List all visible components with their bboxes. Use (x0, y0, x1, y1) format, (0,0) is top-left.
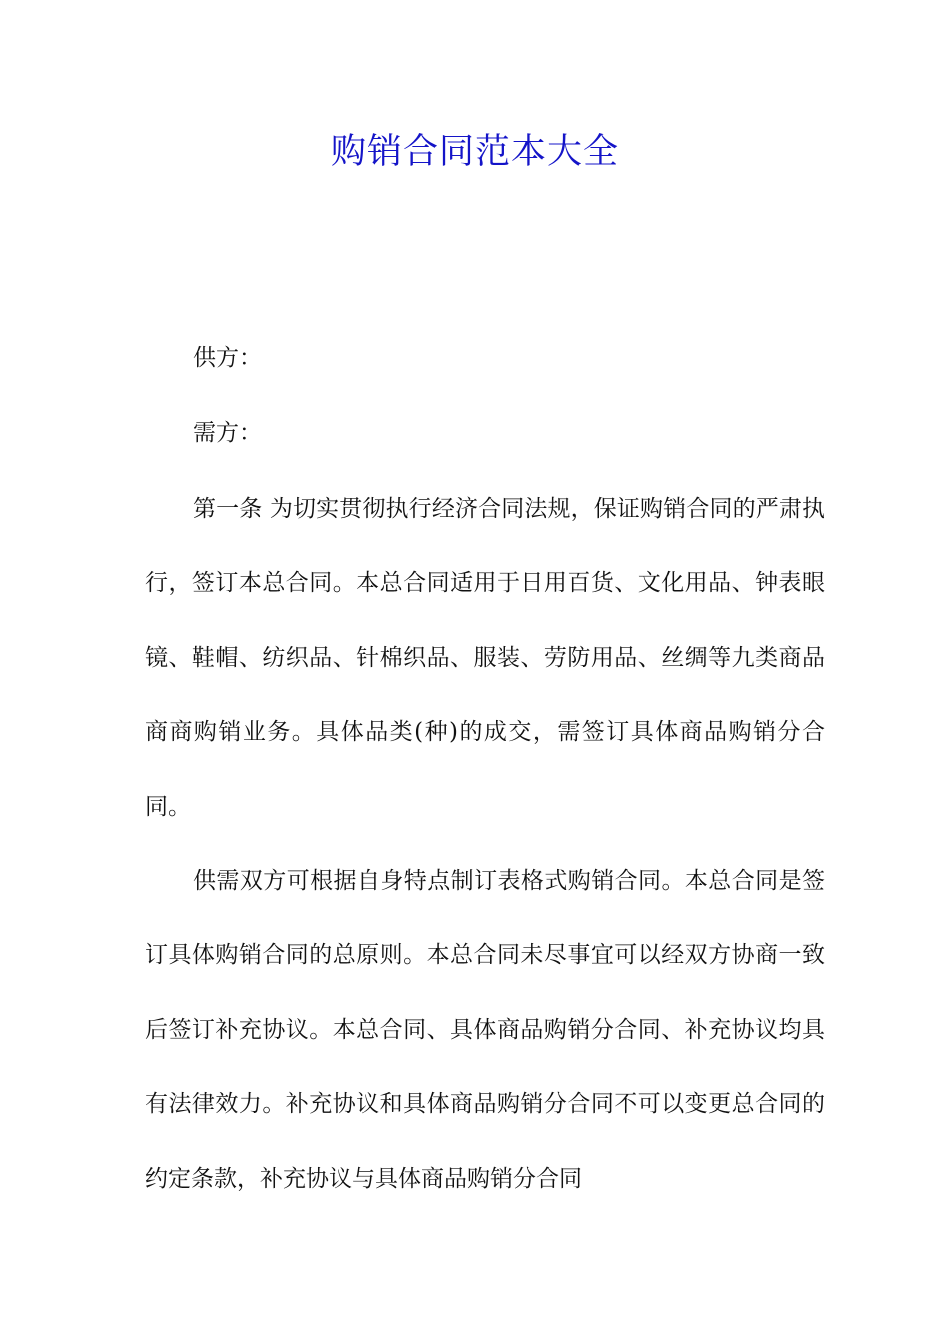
paragraph-general-principles: 供需双方可根据自身特点制订表格式购销合同。本总合同是签订具体购销合同的总原则。本总合同未尽事宜可以经双方协商一致后签订补充协议。本总合同、具体商品购销分合同、补充协议均具有法律效力。补充协议和具体商品购销分合同不可以变更总合同的约定条款，补充协议与具体商品购销分合同 (145, 868, 825, 1192)
supplier-label: 供方： (193, 345, 262, 371)
paragraph-article-one: 第一条 为切实贯彻执行经济合同法规，保证购销合同的严肃执行，签订本总合同。本总合同适用于日用百货、文化用品、钟表眼镜、鞋帽、纺织品、针棉织品、服装、劳防用品、丝绸等九类商品商商购销业务。具体品类(种)的成交，需签订具体商品购销分合同。 (145, 496, 825, 820)
buyer-label: 需方： (193, 420, 262, 446)
document-title: 购销合同范本大全 (330, 132, 619, 172)
